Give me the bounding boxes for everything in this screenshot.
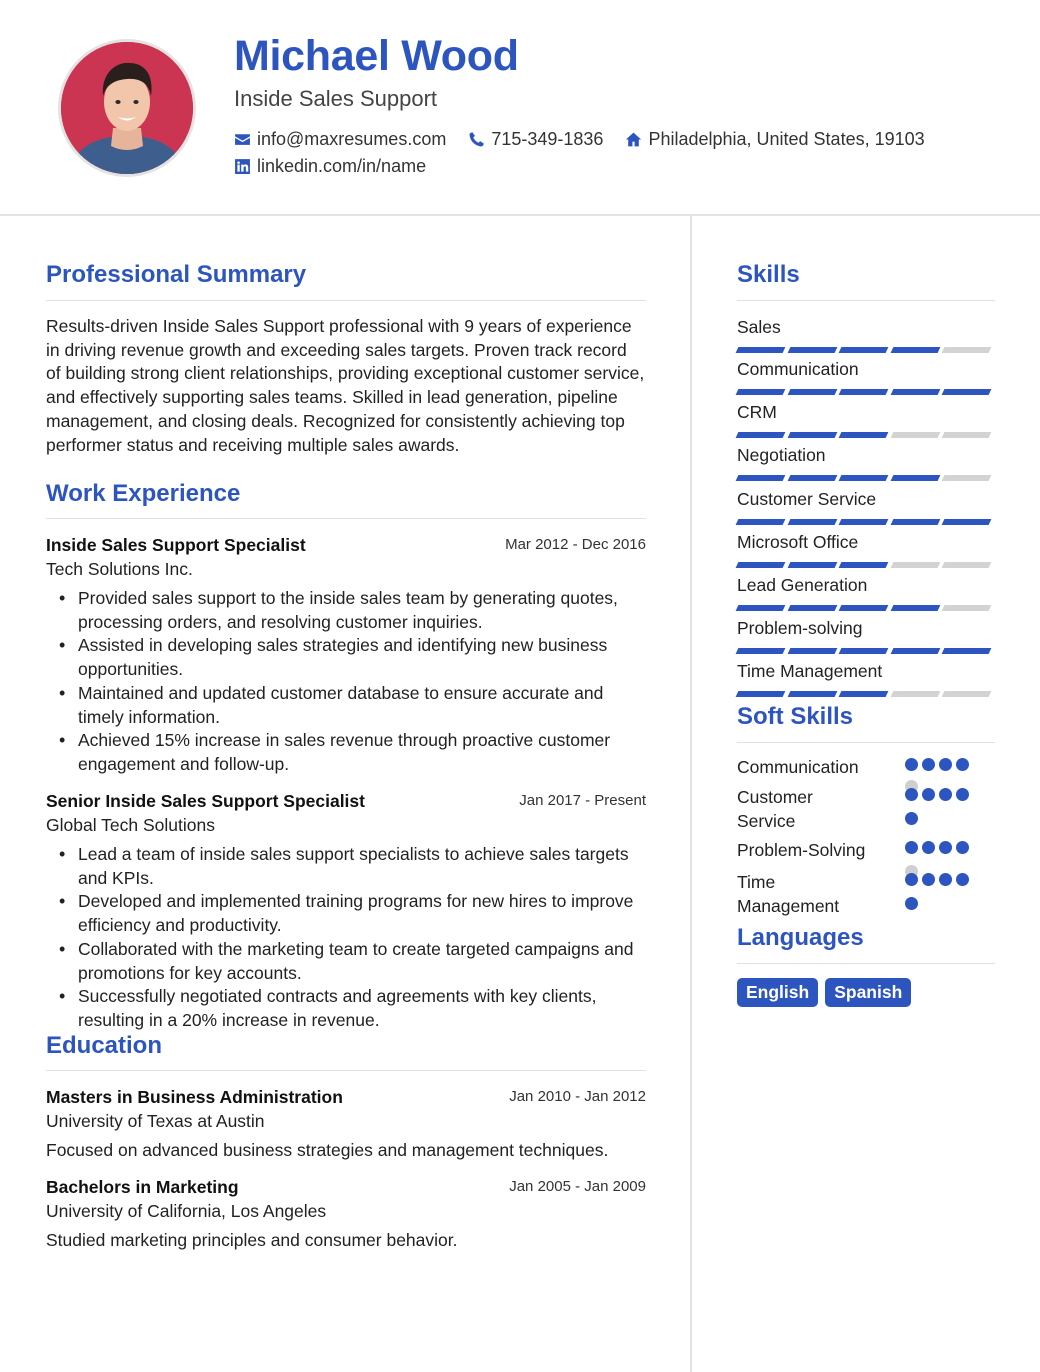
job-entry bbox=[46, 535, 646, 777]
skill-level-segment-empty bbox=[942, 475, 992, 481]
languages-rule bbox=[737, 963, 995, 964]
skill-level-bar bbox=[737, 562, 995, 568]
skill-name: Time Management bbox=[737, 661, 883, 681]
rating-dot-filled bbox=[905, 812, 918, 825]
job-bullet: • Maintained and updated customer database to ensure accurate and timely information. bbox=[46, 682, 646, 729]
skill-level-segment-empty bbox=[942, 605, 992, 611]
skill-level-segment-filled bbox=[839, 519, 889, 525]
skill-level-segment-filled bbox=[839, 347, 889, 353]
skill-level-segment-filled bbox=[942, 519, 992, 525]
job-bullet: • Collaborated with the marketing team to create targeted campaigns and promotions for key accounts. bbox=[46, 938, 646, 985]
languages-heading: Languages bbox=[737, 924, 864, 951]
skill-item bbox=[737, 575, 995, 611]
summary-rule bbox=[46, 300, 646, 301]
skill-level-segment-filled bbox=[839, 605, 889, 611]
skill-level-bar bbox=[737, 648, 995, 654]
skill-item bbox=[737, 618, 995, 654]
email-text: info@maxresumes.com bbox=[257, 129, 447, 149]
skill-level-segment-filled bbox=[736, 432, 786, 438]
skill-level-segment-filled bbox=[736, 475, 786, 481]
envelope-icon bbox=[234, 131, 251, 148]
contact-row-primary bbox=[234, 129, 947, 150]
soft-skill-name: Customer Service bbox=[737, 787, 813, 831]
skill-level-segment-empty bbox=[890, 562, 940, 568]
job-bullet: • Lead a team of inside sales support specialists to achieve sales targets and KPIs. bbox=[46, 843, 646, 890]
skill-level-segment-filled bbox=[787, 562, 837, 568]
summary-heading: Professional Summary bbox=[46, 261, 307, 288]
skill-level-bar bbox=[737, 432, 995, 438]
profile-photo bbox=[58, 39, 196, 177]
language-badge: Spanish bbox=[825, 978, 911, 1007]
rating-dot-filled bbox=[956, 841, 969, 854]
job-bullet: • Provided sales support to the inside sales team by generating quotes, processing orders, and resolving customer inquiries. bbox=[46, 587, 646, 634]
job-bullet: • Successfully negotiated contracts and agreements with key clients, resulting in a 20% increase in revenue. bbox=[46, 985, 646, 1032]
rating-dot-filled bbox=[939, 873, 952, 886]
skill-name: Negotiation bbox=[737, 445, 826, 465]
skill-item bbox=[737, 489, 995, 525]
skill-level-segment-filled bbox=[736, 562, 786, 568]
education-dates: Jan 2005 - Jan 2009 bbox=[509, 1178, 646, 1195]
rating-dot-filled bbox=[922, 841, 935, 854]
skill-level-bar bbox=[737, 605, 995, 611]
skill-name: CRM bbox=[737, 402, 777, 422]
degree-title: Masters in Business Administration bbox=[46, 1087, 343, 1107]
skill-level-bar bbox=[737, 475, 995, 481]
candidate-title: Inside Sales Support bbox=[234, 86, 438, 111]
skill-item bbox=[737, 445, 995, 481]
skill-level-segment-filled bbox=[890, 347, 940, 353]
skill-level-segment-filled bbox=[890, 389, 940, 395]
home-icon bbox=[625, 131, 642, 148]
rating-dot-filled bbox=[905, 758, 918, 771]
education-rule bbox=[46, 1070, 646, 1071]
candidate-name: Michael Wood bbox=[234, 32, 519, 80]
skill-level-segment-filled bbox=[787, 691, 837, 697]
education-description: Focused on advanced business strategies and management techniques. bbox=[46, 1140, 609, 1160]
rating-dot-filled bbox=[922, 873, 935, 886]
skill-level-segment-filled bbox=[787, 605, 837, 611]
skill-level-bar bbox=[737, 389, 995, 395]
soft-skills-rule bbox=[737, 742, 995, 743]
contact-location bbox=[625, 129, 924, 150]
skill-level-bar bbox=[737, 519, 995, 525]
summary-text: Results-driven Inside Sales Support professional with 9 years of experience in driving revenue growth and exceeding sales targets. Proven track record of building strong client relationships, providing exceptional customer service, and effectively supporting sales teams. Skilled in lead generation, pipeline management, and closing deals. Recognized for consistently achieving top performer status and receiving multiple sales awards. bbox=[46, 316, 645, 455]
job-company: Global Tech Solutions bbox=[46, 815, 215, 835]
rating-dot-filled bbox=[956, 873, 969, 886]
location-text: Philadelphia, United States, 19103 bbox=[648, 129, 925, 149]
job-dates: Jan 2017 - Present bbox=[519, 792, 646, 809]
rating-dot-filled bbox=[905, 788, 918, 801]
skill-level-bar bbox=[737, 691, 995, 697]
experience-heading: Work Experience bbox=[46, 480, 241, 507]
skill-level-segment-filled bbox=[839, 648, 889, 654]
education-description: Studied marketing principles and consumer behavior. bbox=[46, 1230, 458, 1250]
skill-level-segment-filled bbox=[787, 519, 837, 525]
skill-level-segment-empty bbox=[890, 691, 940, 697]
contact-phone[interactable] bbox=[468, 129, 603, 150]
skill-level-segment-filled bbox=[736, 389, 786, 395]
skills-heading: Skills bbox=[737, 261, 800, 288]
job-title: Senior Inside Sales Support Specialist bbox=[46, 791, 365, 811]
skill-level-segment-filled bbox=[839, 691, 889, 697]
experience-rule bbox=[46, 518, 646, 519]
skill-level-segment-filled bbox=[787, 475, 837, 481]
skill-level-segment-filled bbox=[890, 648, 940, 654]
skill-name: Communication bbox=[737, 359, 859, 379]
job-title: Inside Sales Support Specialist bbox=[46, 535, 306, 555]
skill-name: Sales bbox=[737, 317, 781, 337]
skill-level-segment-filled bbox=[839, 432, 889, 438]
skill-item bbox=[737, 317, 995, 353]
job-bullet: • Assisted in developing sales strategies and identifying new business opportunities. bbox=[46, 634, 646, 681]
rating-dot-filled bbox=[922, 758, 935, 771]
linkedin-text: linkedin.com/in/name bbox=[257, 156, 427, 176]
skill-level-segment-filled bbox=[787, 347, 837, 353]
skill-level-segment-filled bbox=[736, 691, 786, 697]
soft-skill-item bbox=[737, 756, 995, 780]
rating-dot-filled bbox=[956, 758, 969, 771]
skill-name: Customer Service bbox=[737, 489, 877, 509]
soft-skills-heading: Soft Skills bbox=[737, 703, 854, 730]
rating-dot-filled bbox=[922, 788, 935, 801]
education-entry bbox=[46, 1087, 646, 1161]
soft-skill-item bbox=[737, 871, 995, 918]
job-bullets bbox=[46, 843, 646, 1033]
rating-dot-filled bbox=[939, 758, 952, 771]
linkedin-icon bbox=[234, 158, 251, 175]
phone-icon bbox=[468, 131, 485, 148]
language-list bbox=[737, 978, 918, 1007]
language-badge: English bbox=[737, 978, 818, 1007]
skill-level-segment-filled bbox=[890, 605, 940, 611]
contact-email[interactable] bbox=[234, 129, 446, 150]
resume-header bbox=[0, 0, 1040, 216]
degree-title: Bachelors in Marketing bbox=[46, 1177, 239, 1197]
education-heading: Education bbox=[46, 1032, 163, 1059]
skills-rule bbox=[737, 300, 995, 301]
rating-dot-filled bbox=[905, 873, 918, 886]
job-bullets bbox=[46, 587, 646, 777]
skill-item bbox=[737, 661, 995, 697]
school-name: University of California, Los Angeles bbox=[46, 1201, 327, 1221]
skill-level-segment-filled bbox=[787, 648, 837, 654]
rating-dot-filled bbox=[905, 841, 918, 854]
skill-level-segment-empty bbox=[942, 691, 992, 697]
soft-skill-name: Communication bbox=[737, 757, 859, 777]
skill-level-segment-filled bbox=[736, 605, 786, 611]
skill-item bbox=[737, 359, 995, 395]
skill-item bbox=[737, 532, 995, 568]
phone-text: 715-349-1836 bbox=[491, 129, 604, 149]
skill-level-segment-filled bbox=[736, 648, 786, 654]
rating-dot-filled bbox=[939, 841, 952, 854]
job-bullet: • Achieved 15% increase in sales revenue through proactive customer engagement and follow-up. bbox=[46, 729, 646, 776]
skill-level-segment-empty bbox=[942, 347, 992, 353]
skill-level-bar bbox=[737, 347, 995, 353]
job-dates: Mar 2012 - Dec 2016 bbox=[505, 536, 646, 553]
job-bullet: • Developed and implemented training programs for new hires to improve efficiency and productivity. bbox=[46, 890, 646, 937]
skill-level-segment-filled bbox=[787, 432, 837, 438]
skill-level-segment-filled bbox=[839, 389, 889, 395]
soft-skill-name: Time Management bbox=[737, 872, 840, 916]
person-photo-icon bbox=[61, 42, 193, 174]
job-company: Tech Solutions Inc. bbox=[46, 559, 193, 579]
skill-name: Lead Generation bbox=[737, 575, 868, 595]
skill-level-segment-filled bbox=[787, 389, 837, 395]
skill-level-segment-filled bbox=[839, 475, 889, 481]
skill-level-segment-filled bbox=[736, 347, 786, 353]
soft-skill-item bbox=[737, 839, 995, 863]
skill-level-segment-filled bbox=[942, 648, 992, 654]
skill-name: Microsoft Office bbox=[737, 532, 859, 552]
education-entry bbox=[46, 1177, 646, 1251]
column-divider bbox=[690, 216, 692, 1372]
rating-dot-filled bbox=[905, 897, 918, 910]
contact-row-secondary bbox=[234, 156, 448, 177]
skill-level-segment-empty bbox=[942, 562, 992, 568]
job-entry bbox=[46, 791, 646, 1033]
skill-level-segment-filled bbox=[890, 475, 940, 481]
skill-level-segment-filled bbox=[736, 519, 786, 525]
soft-skill-name: Problem-Solving bbox=[737, 840, 866, 860]
skill-level-segment-filled bbox=[942, 389, 992, 395]
skill-name: Problem-solving bbox=[737, 618, 863, 638]
skill-level-segment-empty bbox=[890, 432, 940, 438]
rating-dot-filled bbox=[939, 788, 952, 801]
skill-level-segment-empty bbox=[942, 432, 992, 438]
contact-linkedin[interactable] bbox=[234, 156, 426, 177]
soft-skill-item bbox=[737, 786, 995, 833]
skill-level-segment-filled bbox=[890, 519, 940, 525]
skill-item bbox=[737, 402, 995, 438]
education-dates: Jan 2010 - Jan 2012 bbox=[509, 1088, 646, 1105]
rating-dot-filled bbox=[956, 788, 969, 801]
school-name: University of Texas at Austin bbox=[46, 1111, 265, 1131]
skill-level-segment-filled bbox=[839, 562, 889, 568]
